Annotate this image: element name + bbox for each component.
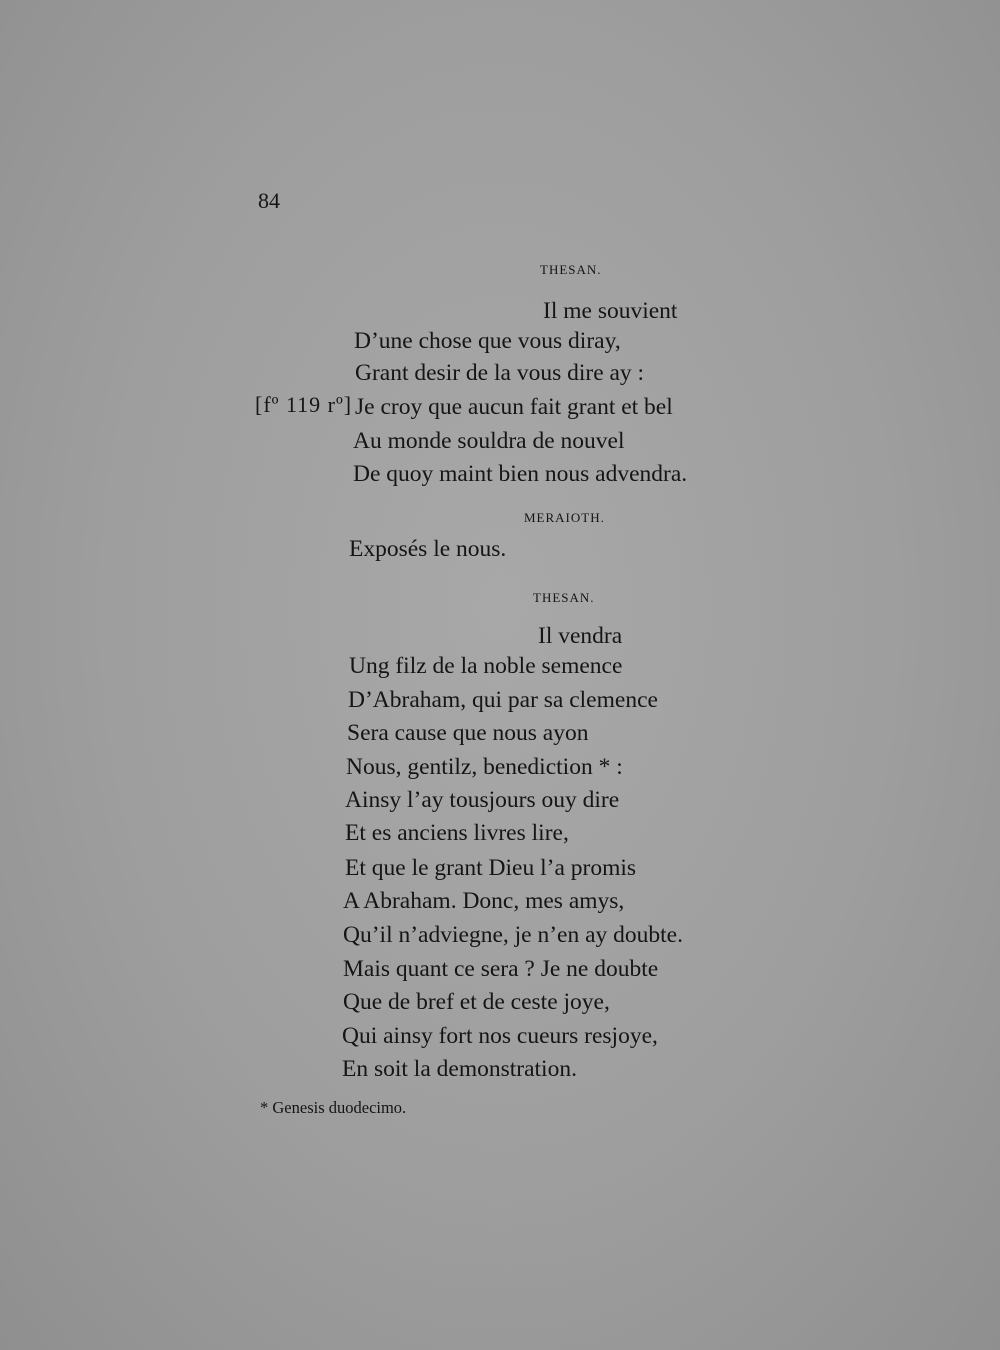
verse-line: Et que le grant Dieu l’a promis — [345, 855, 637, 881]
verse-line: Il vendra — [538, 623, 623, 649]
folio-reference: [fº 119 rº] — [255, 392, 353, 417]
verse-line: Mais quant ce sera ? Je ne doubte — [343, 956, 659, 982]
verse-line: Et es anciens livres lire, — [345, 820, 569, 846]
verse-line: Sera cause que nous ayon — [347, 720, 589, 746]
speaker-label: MERAIOTH. — [524, 510, 605, 525]
verse-line: Je croy que aucun fait grant et bel — [355, 394, 673, 420]
verse-line: A Abraham. Donc, mes amys, — [343, 888, 625, 914]
verse-line: Grant desir de la vous dire ay : — [355, 360, 645, 386]
verse-line: Ainsy l’ay tousjours ouy dire — [345, 787, 620, 813]
speaker-label: THESAN. — [540, 262, 602, 277]
verse-line: De quoy maint bien nous advendra. — [353, 461, 688, 487]
verse-line: Qu’il n’adviegne, je n’en ay doubte. — [343, 922, 683, 948]
verse-line: D’Abraham, qui par sa clemence — [348, 687, 658, 713]
speaker-label: THESAN. — [533, 590, 595, 605]
verse-line: Qui ainsy fort nos cueurs resjoye, — [342, 1023, 658, 1049]
verse-line: Au monde souldra de nouvel — [353, 428, 625, 454]
verse-line: Exposés le nous. — [349, 536, 507, 562]
verse-line: Il me souvient — [543, 298, 678, 324]
verse-line: Nous, gentilz, benediction * : — [346, 754, 623, 780]
footnote: * Genesis duodecimo. — [260, 1098, 407, 1117]
page-number: 84 — [258, 188, 280, 213]
verse-line: En soit la demonstration. — [342, 1056, 577, 1082]
verse-line: D’une chose que vous diray, — [354, 328, 621, 354]
verse-line: Ung filz de la noble semence — [349, 653, 623, 679]
verse-line: Que de bref et de ceste joye, — [343, 989, 610, 1015]
